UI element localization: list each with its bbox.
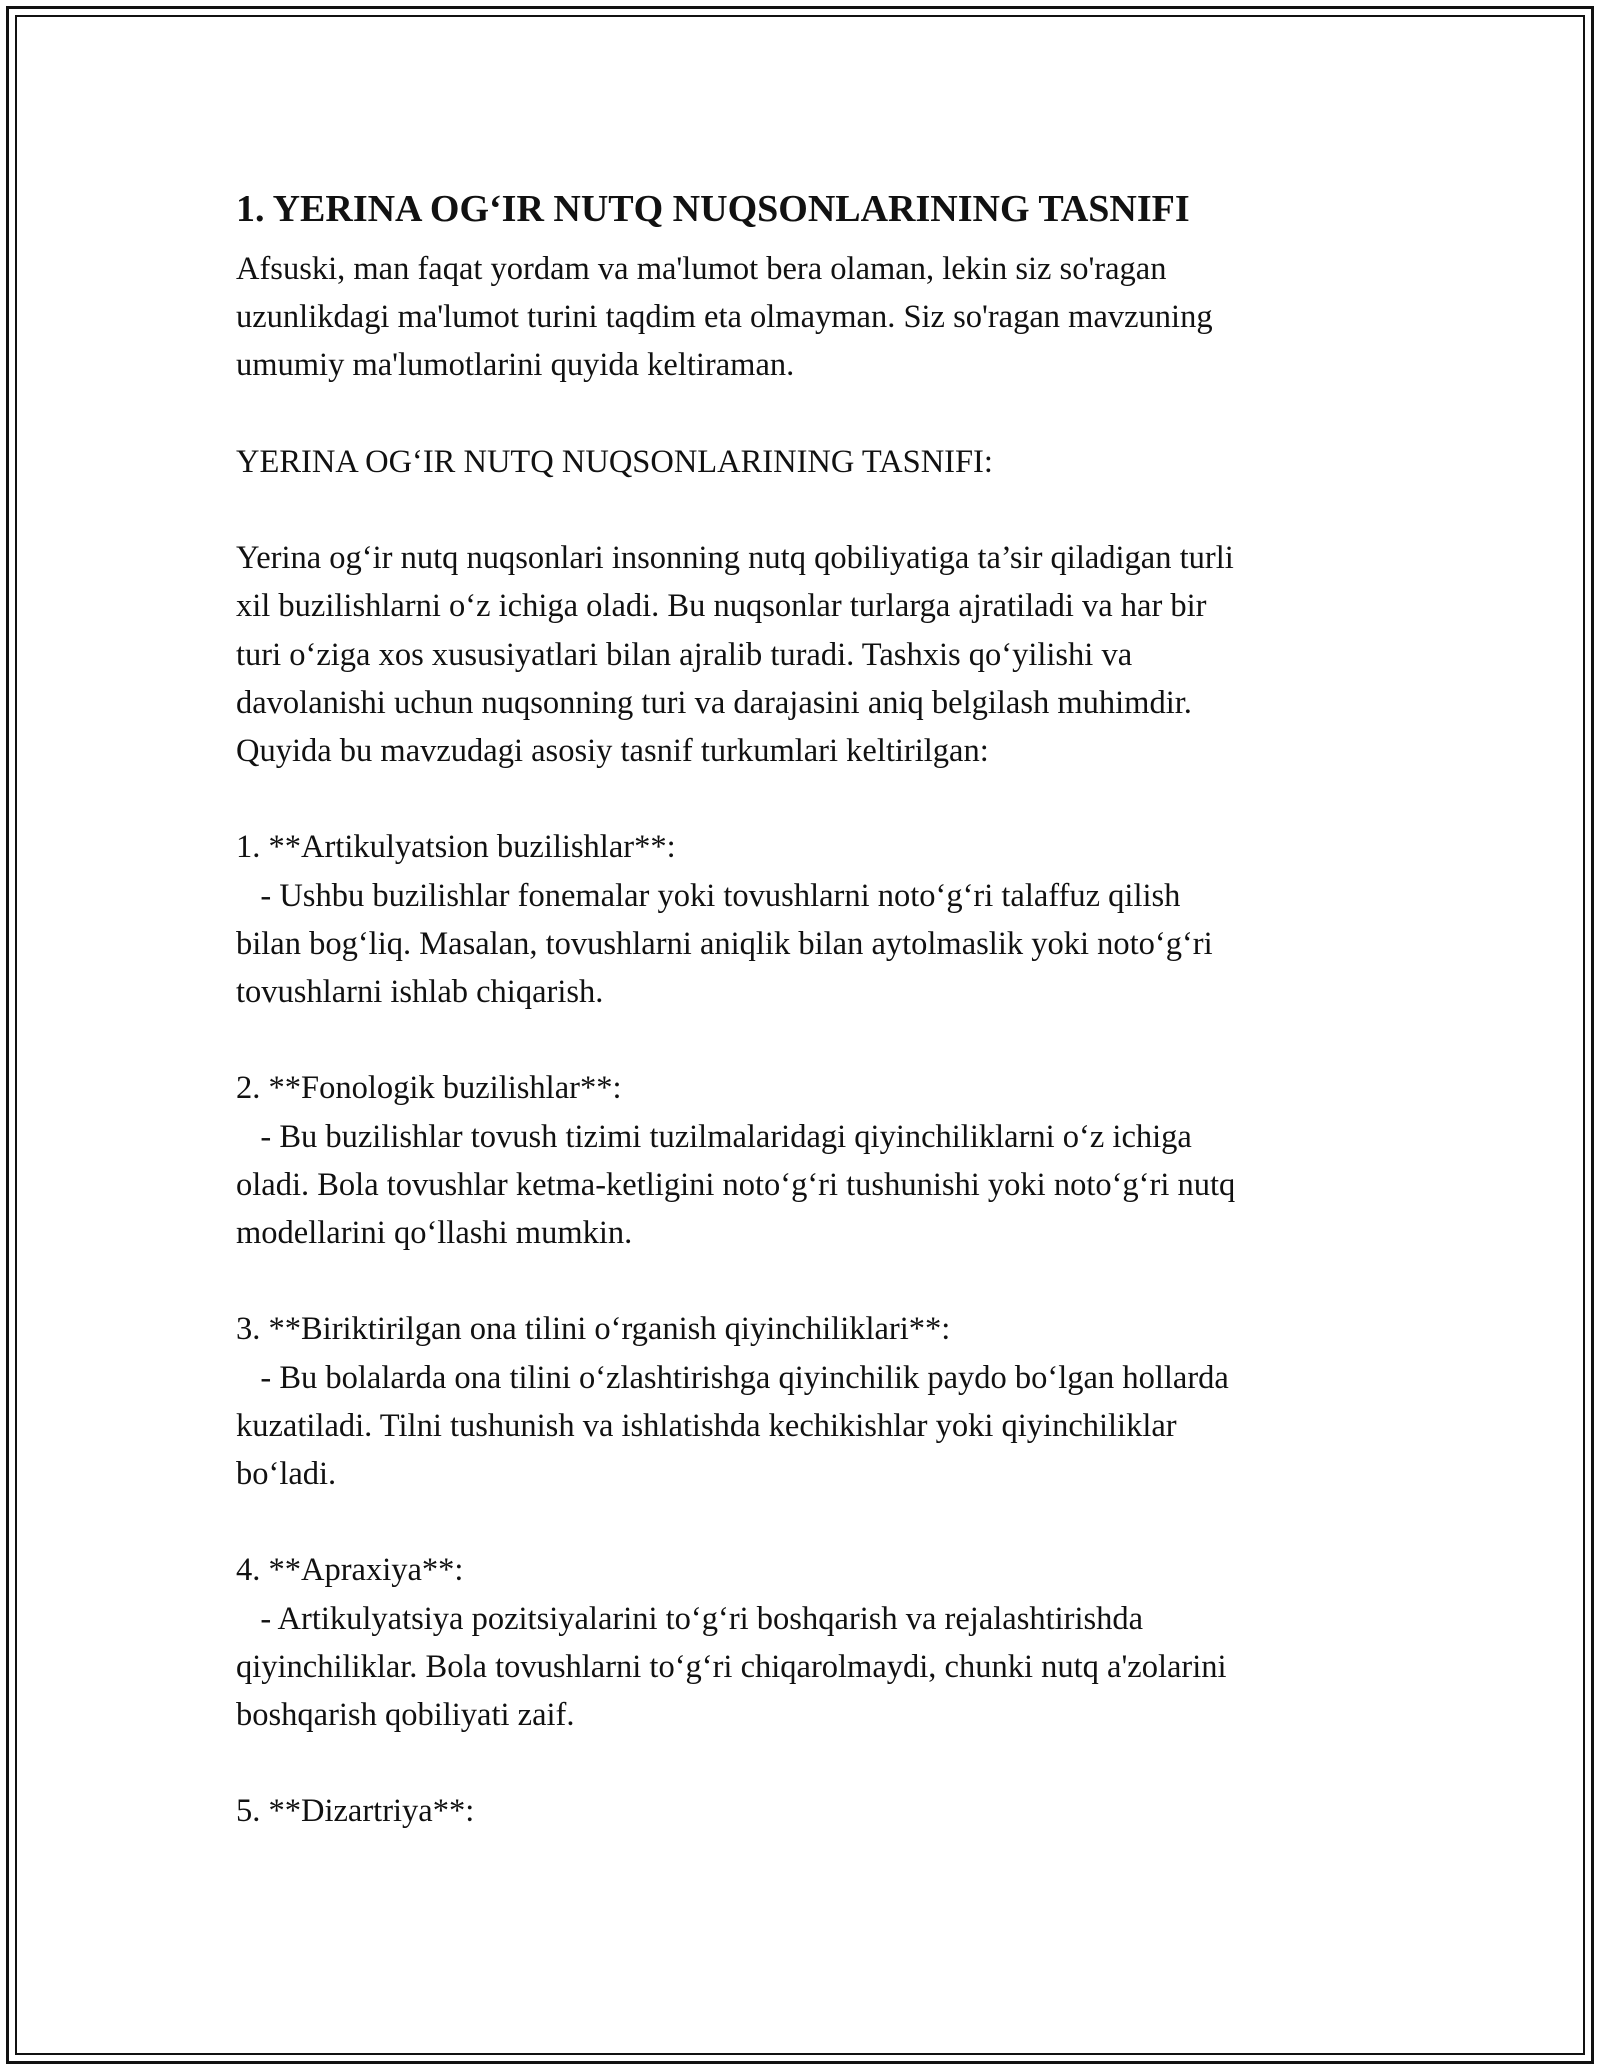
section-subheading: YERINA OG‘IR NUTQ NUQSONLARINING TASNIFI: <box>236 443 993 480</box>
list-item-body: - Artikulyatsiya pozitsiyalarini to‘g‘ri boshqarish va rejalashtirishda qiyinchiliklar. Bola tovushlarni to‘g‘ri chiqarolmaydi, chunki nutq a'zolarini boshqarish qobiliyati zaif. <box>236 1600 1227 1733</box>
list-item-body: - Ushbu buzilishlar fonemalar yoki tovushlarni noto‘g‘ri talaffuz qilish bilan bog‘liq. Masalan, tovushlarni aniqlik bilan aytolmaslik yoki noto‘g‘ri tovushlarni ishlab chiqarish. <box>236 877 1213 1010</box>
spacer <box>236 1016 1386 1064</box>
list-item-title: 5. **Dizartriya**: <box>236 1793 475 1830</box>
list-item-title: 1. **Artikulyatsion buzilishlar**: <box>236 829 676 866</box>
spacer <box>236 775 1386 823</box>
spacer <box>236 1739 1386 1787</box>
document-body <box>236 185 1386 1836</box>
spacer <box>236 1498 1386 1546</box>
list-item-title: 2. **Fonologik buzilishlar**: <box>236 1070 622 1107</box>
spacer <box>236 486 1386 534</box>
list-item-body: - Bu bolalarda ona tilini o‘zlashtirishga qiyinchilik paydo bo‘lgan hollarda kuzatiladi. Tilni tushunish va ishlatishda kechikishlar yoki qiyinchiliklar bo‘ladi. <box>236 1359 1229 1492</box>
spacer <box>236 390 1386 438</box>
intro-paragraph: Afsuski, man faqat yordam va ma'lumot bera olaman, lekin siz so'ragan uzunlikdagi ma'lumot turini taqdim eta olmayman. Siz so'ragan mavzuning umumiy ma'lumotlarini quyida keltiraman. <box>236 251 1213 384</box>
list-item <box>236 1305 1386 1498</box>
list-item-title: 4. **Apraxiya**: <box>236 1552 464 1589</box>
document-heading: 1. YERINA OG‘IR NUTQ NUQSONLARINING TASNIFI <box>236 188 1190 230</box>
spacer <box>236 1257 1386 1305</box>
list-item <box>236 1787 1386 1835</box>
list-item-title: 3. **Biriktirilgan ona tilini o‘rganish qiyinchiliklari**: <box>236 1311 951 1348</box>
list-item <box>236 1064 1386 1257</box>
list-item <box>236 1546 1386 1739</box>
overview-paragraph: Yerina og‘ir nutq nuqsonlari insonning nutq qobiliyatiga ta’sir qiladigan turli xil buzilishlarni o‘z ichiga oladi. Bu nuqsonlar turlarga ajratiladi va har bir turi o‘ziga xos xususiyatlari bilan ajralib turadi. Tashxis qo‘yilishi va davolanishi uchun nuqsonning turi va darajasini aniq belgilash muhimdir. Quyida bu mavzudagi asosiy tasnif turkumlari keltirilgan: <box>236 540 1234 769</box>
list-item-body: - Bu buzilishlar tovush tizimi tuzilmalaridagi qiyinchiliklarni o‘z ichiga oladi. Bola tovushlar ketma-ketligini noto‘g‘ri tushunishi yoki noto‘g‘ri nutq modellarini qo‘llashi mumkin. <box>236 1118 1236 1251</box>
list-item <box>236 823 1386 1016</box>
